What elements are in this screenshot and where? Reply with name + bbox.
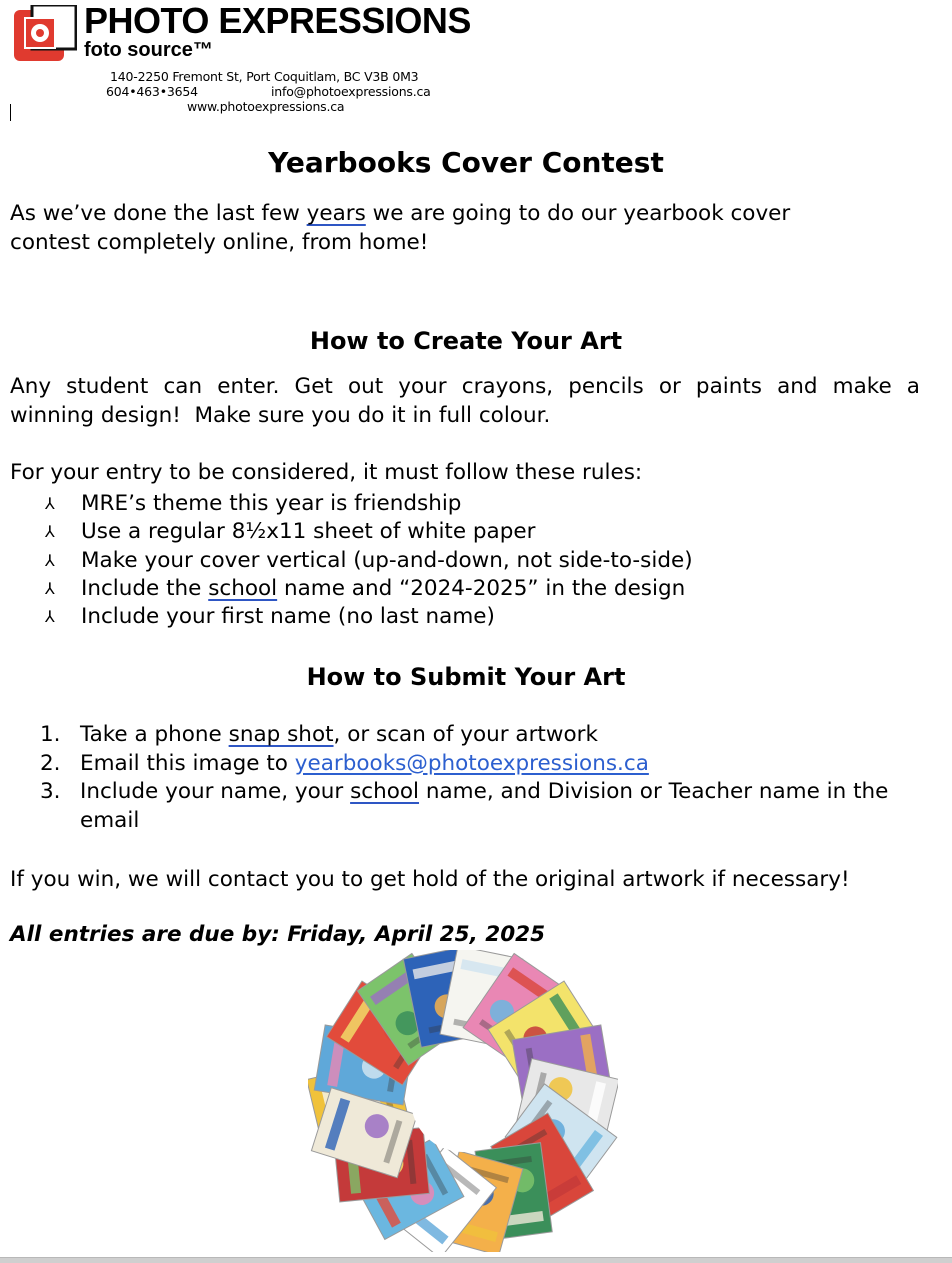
step-text-part: Email this image to bbox=[80, 750, 295, 776]
rules-list bbox=[45, 490, 693, 631]
bullet-icon: ⅄ bbox=[45, 493, 55, 513]
rule-item bbox=[45, 603, 693, 631]
rule-item bbox=[45, 547, 693, 575]
brand-subtitle: foto source™ bbox=[84, 39, 213, 61]
submit-step bbox=[40, 778, 888, 835]
rule-item bbox=[45, 575, 693, 603]
company-website[interactable]: www.photoexpressions.ca bbox=[187, 99, 345, 114]
brand-name: PHOTO EXPRESSIONS bbox=[84, 0, 471, 41]
rule-item bbox=[45, 490, 693, 518]
step-text-part: Include your name, your bbox=[80, 779, 351, 804]
rule-text-part: Include the bbox=[81, 575, 209, 601]
create-paragraph bbox=[10, 373, 920, 430]
spellcheck-word[interactable]: school bbox=[350, 779, 420, 804]
rule-item bbox=[45, 518, 693, 546]
photo-expressions-logo-icon bbox=[13, 5, 77, 63]
company-phone: 604•463•3654 bbox=[106, 84, 198, 99]
company-address: 140-2250 Fremont St, Port Coquitlam, BC V3B 0M3 bbox=[110, 69, 419, 84]
win-note: If you win, we will contact you to get hold of the original artwork if necessary! bbox=[10, 867, 850, 892]
submit-step bbox=[40, 721, 888, 750]
due-date-note: All entries are due by: Friday, April 25, 2025 bbox=[10, 922, 546, 947]
step-text bbox=[80, 750, 649, 779]
document-title: Yearbooks Cover Contest bbox=[268, 146, 664, 179]
rule-text bbox=[81, 575, 685, 604]
text-cursor bbox=[10, 104, 11, 121]
submit-heading: How to Submit Your Art bbox=[306, 663, 626, 691]
bullet-icon: ⅄ bbox=[45, 522, 55, 542]
rules-intro: For your entry to be considered, it must follow these rules: bbox=[10, 460, 643, 485]
intro-text: contest completely online, from home! bbox=[10, 229, 429, 255]
spellcheck-word[interactable]: years bbox=[306, 201, 366, 226]
rule-text bbox=[81, 518, 535, 547]
intro-text: As we’ve done the last few bbox=[10, 201, 307, 226]
step-text bbox=[80, 778, 888, 835]
rule-text bbox=[81, 490, 461, 519]
create-heading: How to Create Your Art bbox=[309, 327, 623, 355]
step-text-part: email bbox=[80, 807, 140, 833]
yearbook-covers-collage-image bbox=[308, 950, 618, 1252]
step-text-part: , or scan of your artwork bbox=[333, 722, 598, 747]
collage-center bbox=[411, 1048, 515, 1152]
bullet-icon: ⅄ bbox=[45, 550, 55, 570]
email-link[interactable]: yearbooks@photoexpressions.ca bbox=[294, 750, 649, 776]
rule-text-part: MRE’s theme this year is friendship bbox=[81, 490, 462, 516]
spellcheck-word[interactable]: snap shot bbox=[228, 722, 334, 747]
rule-text-part: Use a regular 8½x11 sheet of white paper bbox=[81, 519, 536, 545]
create-paragraph-line: winning design! Make sure you do it in full colour. bbox=[10, 402, 551, 428]
rule-text bbox=[81, 547, 693, 576]
rule-text-part: Include your first name (no last name) bbox=[81, 604, 495, 630]
step-text-part: name, and Division or Teacher name in the bbox=[419, 779, 889, 804]
company-email[interactable]: info@photoexpressions.ca bbox=[271, 84, 431, 99]
create-paragraph-line: Any student can enter. Get out your crayons, pencils or paints and make a bbox=[10, 374, 920, 399]
submit-step bbox=[40, 750, 888, 779]
rule-text-part: Make your cover vertical (up-and-down, not side-to-side) bbox=[81, 547, 693, 573]
step-number: 2. bbox=[40, 750, 61, 776]
step-number: 3. bbox=[40, 779, 61, 804]
intro-text: we are going to do our yearbook cover bbox=[365, 201, 791, 226]
bullet-icon: ⅄ bbox=[45, 607, 55, 627]
page-bottom-edge bbox=[0, 1257, 952, 1263]
spellcheck-word[interactable]: school bbox=[208, 575, 278, 601]
step-text bbox=[80, 721, 598, 750]
intro-paragraph bbox=[10, 200, 790, 257]
step-number: 1. bbox=[40, 722, 61, 747]
submit-steps-list bbox=[40, 721, 888, 835]
bullet-icon: ⅄ bbox=[45, 578, 55, 598]
step-text-part: Take a phone bbox=[80, 722, 229, 747]
rule-text-part: name and “2024-2025” in the design bbox=[277, 575, 686, 601]
rule-text bbox=[81, 603, 495, 632]
